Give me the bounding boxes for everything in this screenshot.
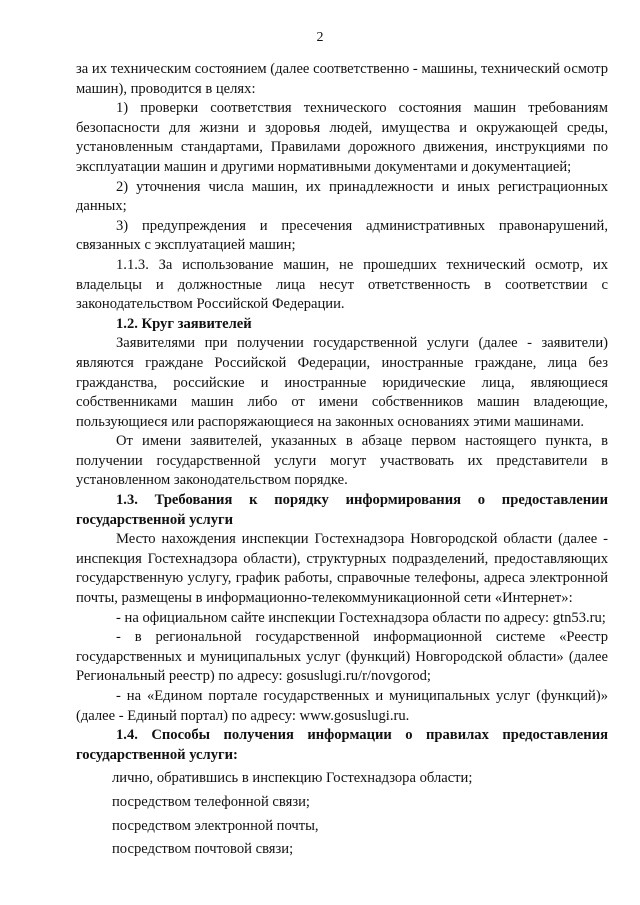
- paragraph-item-1: 1) проверки соответствия технического состояния машин требованиям безопасности для жизни и здоровья людей, имущества и окружающей среды, установленным стандартами, Правилами дорожного движения, инструкциями по эксплуатации машин и другими нормативными документами и документацией;: [76, 100, 608, 175]
- paragraph-unified-portal: - на «Едином портале государственных и муниципальных услуг (функций)» (далее - Единый портал) по адресу: www.gosuslugi.ru.: [76, 688, 608, 724]
- document-body: [76, 60, 608, 860]
- list-item-email: посредством электронной почты,: [112, 817, 319, 834]
- list-item-post: посредством почтовой связи;: [112, 841, 294, 858]
- heading-1-3: 1.3. Требования к порядку информирования о предоставлении государственной услуги: [76, 492, 608, 528]
- paragraph-location: Место нахождения инспекции Гостехнадзора Новгородской области (далее - инспекция Гостехнадзора области), структурных подразделений, предоставляющих государственную услугу, график работы, справочные телефоны, адреса электронной почты, размещены в информационно-телекоммуникационной сети «Интернет»:: [76, 531, 608, 607]
- page-number: 2: [316, 30, 324, 45]
- list-item-in-person: лично, обратившись в инспекцию Гостехнадзора области;: [112, 770, 473, 787]
- paragraph-applicants: Заявителями при получении государственной услуги (далее - заявители) являются граждане Российской Федерации, иностранные граждане, лица без гражданства, российские и иностранные юридические лица, являющиеся собственниками машин либо от имени собственников машин владеющие, пользующиеся или распоряжающиеся на законных основаниях этими машинами.: [76, 335, 608, 430]
- heading-1-2: 1.2. Круг заявителей: [116, 315, 252, 332]
- paragraph-item-3: 3) предупреждения и пресечения административных правонарушений, связанных с эксплуатацией машин;: [76, 217, 608, 254]
- list-item-telephone: посредством телефонной связи;: [112, 793, 310, 810]
- heading-1-4: 1.4. Способы получения информации о правилах предоставления государственной услуги:: [76, 727, 608, 763]
- paragraph-regional-registry: - в региональной государственной информационной системе «Реестр государственных и муниципальных услуг (функций) Новгородской области» (далее Региональный реестр) по адресу: gosuslugi.ru/r/novgorod;: [76, 629, 608, 685]
- paragraph-purpose-intro: за их техническим состоянием (далее соответственно - машины, технический осмотр машин), проводится в целях:: [76, 61, 608, 97]
- paragraph-representatives: От имени заявителей, указанных в абзаце первом настоящего пункта, в получении государственной услуги могут участвовать их представители в установленном законодательством порядке.: [76, 433, 608, 489]
- paragraph-item-2: 2) уточнения числа машин, их принадлежности и иных регистрационных данных;: [76, 178, 608, 215]
- paragraph-1-1-3: 1.1.3. За использование машин, не прошедших технический осмотр, их владельцы и должностные лица несут ответственность в соответствии с законодательством Российской Федерации.: [76, 256, 608, 313]
- paragraph-official-site: - на официальном сайте инспекции Гостехнадзора области по адресу: gtn53.ru;: [116, 609, 606, 626]
